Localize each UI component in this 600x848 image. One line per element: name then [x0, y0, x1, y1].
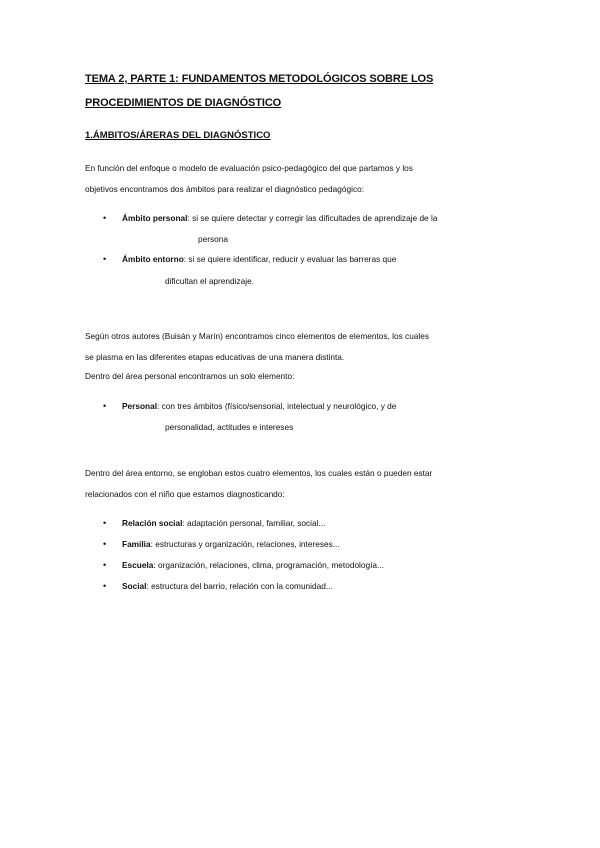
- list-item-text: : si se quiere detectar y corregir las dificultades de aprendizaje de la: [187, 213, 438, 223]
- bullet-icon: •: [103, 581, 107, 591]
- list-item-term: Relación social: [122, 518, 183, 528]
- bullet-icon: •: [103, 401, 107, 411]
- list-item-continuation: personalidad, actitudes e intereses: [165, 422, 294, 432]
- paragraph-line: objetivos encontramos dos ámbitos para realizar el diagnóstico pedagógico:: [85, 184, 365, 194]
- list-item: [103, 581, 333, 591]
- page-title-line-1: TEMA 2, PARTE 1: FUNDAMENTOS METODOLÓGICOS SOBRE LOS: [85, 73, 434, 85]
- bullet-icon: •: [103, 254, 107, 264]
- list-item: [103, 539, 340, 549]
- list-item: [103, 401, 396, 411]
- list-item: [103, 254, 396, 264]
- list-item-term: Familia: [122, 539, 151, 549]
- list-item-text: : estructura del barrio, relación con la comunidad...: [146, 581, 333, 591]
- bullet-icon: •: [103, 213, 107, 223]
- section-heading: 1.ÁMBITOS/ÁRERAS DEL DIAGNÓSTICO: [85, 130, 271, 141]
- paragraph-line: Dentro del área personal encontramos un solo elemento:: [85, 371, 295, 381]
- list-item-text: : con tres ámbitos (físico/sensorial, intelectual y neurológico, y de: [157, 401, 397, 411]
- list-item-text: : si se quiere identificar, reducir y evaluar las barreras que: [183, 254, 397, 264]
- list-item-text: : adaptación personal, familiar, social...: [182, 518, 326, 528]
- list-item-text: : organización, relaciones, clima, programación, metodología...: [153, 560, 384, 570]
- list-item-term: Ámbito personal: [122, 213, 188, 223]
- bullet-icon: •: [103, 539, 107, 549]
- bullet-icon: •: [103, 560, 107, 570]
- paragraph-line: En función del enfoque o modelo de evaluación psico-pedagógico del que partamos y los: [85, 163, 413, 173]
- page-title-line-2: PROCEDIMIENTOS DE DIAGNÓSTICO: [85, 97, 282, 109]
- list-item-term: Social: [122, 581, 147, 591]
- list-item-continuation: dificultan el aprendizaje.: [165, 276, 255, 286]
- list-item-text: : estructuras y organización, relaciones, intereses...: [150, 539, 340, 549]
- list-item: [103, 560, 384, 570]
- list-item-term: Personal: [122, 401, 158, 411]
- bullet-icon: •: [103, 518, 107, 528]
- paragraph-line: relacionados con el niño que estamos diagnosticando:: [85, 489, 285, 499]
- paragraph-line: se plasma en las diferentes etapas educativas de una manera distinta.: [85, 352, 345, 362]
- list-item: [103, 518, 325, 528]
- list-item: [103, 213, 437, 223]
- list-item-term: Ámbito entorno: [122, 254, 184, 264]
- paragraph-line: Según otros autores (Buisán y Marín) encontramos cinco elementos de elementos, los cuales: [85, 331, 430, 341]
- list-item-term: Escuela: [122, 560, 154, 570]
- paragraph-line: Dentro del área entorno, se engloban estos cuatro elementos, los cuales están o pueden estar: [85, 468, 433, 478]
- list-item-continuation: persona: [198, 234, 228, 244]
